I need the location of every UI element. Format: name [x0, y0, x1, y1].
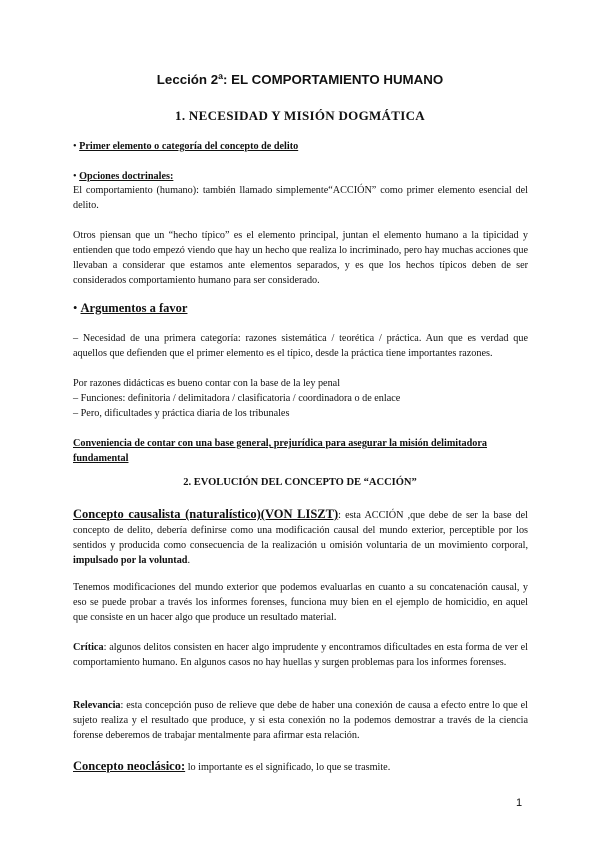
term-relevancia: Relevancia: [73, 700, 121, 711]
argument-funciones: – Funciones: definitoria / delimitadora / clasificatoria / coordinadora o de enlace: [73, 393, 401, 404]
paragraph-critica: [73, 640, 528, 670]
paragraph-neoclasico: [73, 759, 528, 775]
bullet-mark: •: [73, 171, 80, 182]
bullet-first-element-text: Primer elemento o categoría del concepto de delito: [79, 141, 299, 152]
neoclasico-text: lo importante es el significado, lo que se trasmite.: [185, 762, 391, 773]
causal-text: : esta ACCIÓN ,que debe de ser la base del concepto de delito, debería definirse como una modificación causal del mundo exterior, perceptible por los sentidos y producida como consecuencia de la realización u omisión voluntaria de un movimiento corporal,: [73, 510, 528, 551]
argument-necesidad: – Necesidad de una primera categoría: razones sistemática / teorética / práctica. Aun que es verdad que aquellos que defienden que el primer elemento es el típico, desde la práctica tiene importantes razones.: [73, 333, 528, 359]
args-heading: [73, 301, 528, 317]
argument-dificultades: – Pero, dificultades y práctica diaria de los tribunales: [73, 408, 290, 419]
options-heading: [73, 169, 528, 184]
argument-razones-didacticas: Por razones didácticas es bueno contar con la base de la ley penal: [73, 378, 341, 389]
options-heading-text: Opciones doctrinales:: [79, 171, 174, 182]
paragraph-relevancia: [73, 698, 528, 743]
paragraph-comportamiento: El comportamiento (humano): también llamado simplemente“ACCIÓN” como primer elemento esencial del delito.: [73, 185, 528, 211]
term-concepto-causalista: Concepto causalista (naturalístico)(VON LISZT): [73, 507, 339, 521]
section1-heading: 1. NECESIDAD Y MISIÓN DOGMÁTICA: [175, 108, 425, 123]
conclusion-conveniencia: Conveniencia de contar con una base general, prejurídica para asegurar la misión delimitadora fundamental: [73, 438, 488, 464]
causal-bold: impulsado por la voluntad: [73, 555, 188, 566]
term-critica: Crítica: [73, 642, 104, 653]
args-heading-text: Argumentos a favor: [80, 301, 188, 315]
paragraph-concepto-causalista: [73, 507, 528, 568]
page-number: 1: [516, 797, 523, 809]
section2-heading: 2. EVOLUCIÓN DEL CONCEPTO DE “ACCIÓN”: [183, 477, 417, 488]
critica-text: : algunos delitos consisten en hacer algo imprudente y encontramos dificultades en esta forma de ver el comportamiento humano. En algunos casos no hay huellas y surgen problemas para los informes forenses.: [73, 642, 528, 668]
term-concepto-neoclasico: Concepto neoclásico:: [73, 759, 186, 773]
lesson-title: Lección 2ª: EL COMPORTAMIENTO HUMANO: [156, 72, 444, 87]
bullet-mark: •: [73, 141, 80, 152]
paragraph-hecho-tipico: Otros piensan que un “hecho típico” es el elemento principal, juntan el elemento humano a la tipicidad y entienden que todo empezó viendo que hay un hecho que realiza lo incriminado, pero hay muchas acciones que llevaban a considerar que estamos ante elementos separados, y es que los hechos típicos deben de ser considerados comportamiento humano para ser considerado.: [73, 230, 528, 286]
bullet-first-element: [73, 139, 528, 154]
paragraph-modificaciones: Tenemos modificaciones del mundo exterior que podemos evaluarlas en cuanto a su concatenación causal, y eso se puede probar a través los informes forenses, funciona muy bien en el ejemplo de homicidio, en aquel que consiste en un hacer algo que produce un resultado material.: [73, 582, 528, 623]
bullet-mark: •: [73, 301, 81, 315]
causal-end: .: [187, 555, 191, 566]
relevancia-text: : esta concepción puso de relieve que debe de haber una conexión de causa a efecto entre lo que el sujeto realiza y el resultado que produce, y si esta conexión no la podemos demostrar a través de la ciencia forense deberemos de trabajar mentalmente para afirmar esta relación.: [73, 700, 528, 741]
